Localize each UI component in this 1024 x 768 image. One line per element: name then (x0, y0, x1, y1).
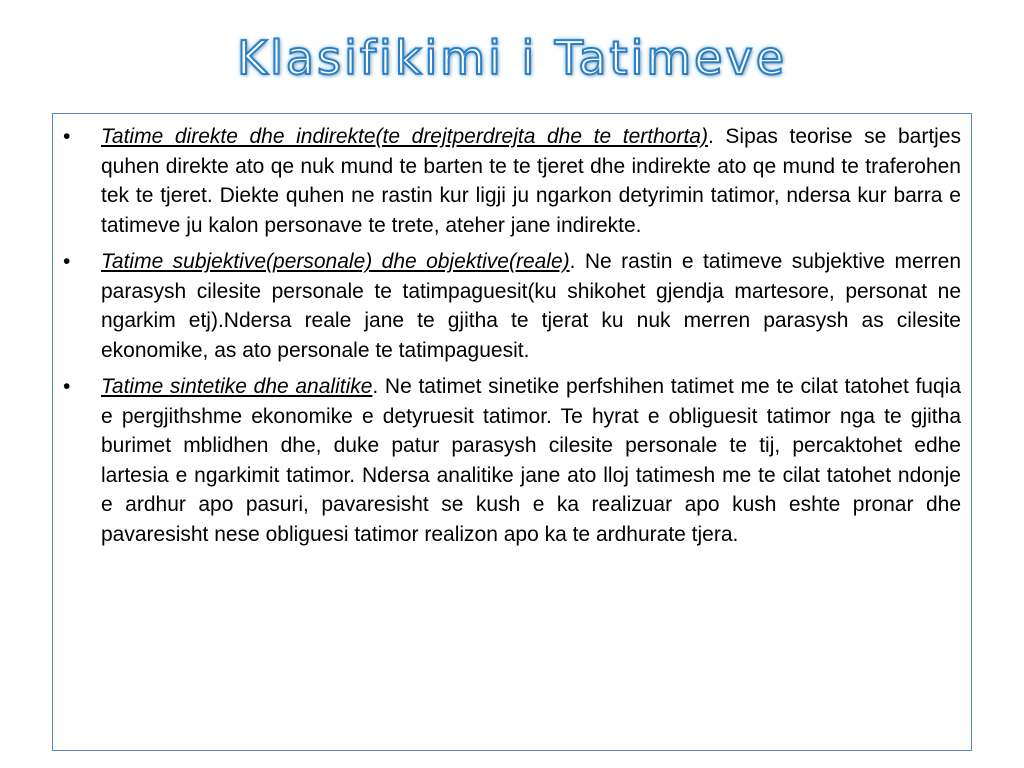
bullet-dot-icon: • (63, 250, 71, 273)
bullet-list (53, 114, 971, 549)
bullet-item (63, 122, 961, 240)
bullet-text: . Ne rastin e tatimeve subjektive merren parasysh cilesite personale te tatimpaguesit(ku shikohet gjendja martesore, personat ne ngarkim etj).Ndersa reale jane te gjitha te tjerat ku nuk merren parasysh as cilesite ekonomike, as ato personale te tatimpaguesit. (101, 250, 962, 362)
bullet-dot-icon: • (63, 375, 71, 398)
bullet-term: Tatime direkte dhe indirekte(te drejtperdrejta dhe te terthorta) (101, 125, 708, 148)
bullet-text: . Ne tatimet sinetike perfshihen tatimet me te cilat tatohet fuqia e pergjithshme ekonomike e detyruesit tatimor. Te hyrat e obliguesit tatimor nga te gjitha burimet mblidhen dhe, duke patur parasysh cilesite personale te tij, percaktohet edhe lartesia e ngarkimit tatimor. Ndersa analitike jane ato lloj tatimesh me te cilat tatohet ndonje e ardhur apo pasuri, pavaresisht se kush e ka realizuar apo kush eshte pronar dhe pavaresisht nese obliguesi tatimor realizon apo ka te ardhurate tjera. (101, 375, 961, 546)
content-box (52, 113, 972, 751)
bullet-term: Tatime subjektive(personale) dhe objektive(reale) (101, 250, 570, 273)
bullet-text: . Sipas teorise se bartjes quhen direkte ato qe nuk mund te barten te te tjeret dhe indirekte ato qe mund te traferohen tek te tjeret. Diekte quhen ne rastin kur ligji ju ngarkon detyrimin tatimor, ndersa kur barra e tatimeve ju kalon personave te trete, ateher jane indirekte. (101, 125, 961, 237)
bullet-item (63, 247, 962, 365)
bullet-dot-icon: • (63, 125, 71, 148)
slide-title: Klasifikimi i Tatimeve (236, 31, 787, 85)
bullet-item (63, 372, 961, 549)
bullet-term: Tatime sintetike dhe analitike (101, 375, 373, 398)
